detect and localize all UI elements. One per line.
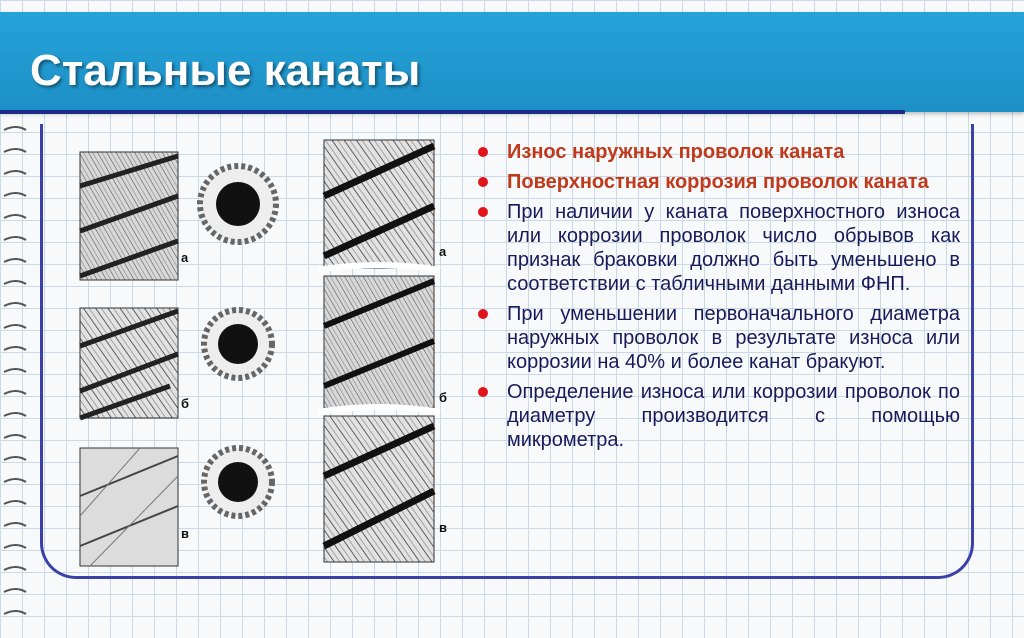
bullet-dot-icon bbox=[478, 147, 488, 157]
bullet-dot-icon bbox=[478, 387, 488, 397]
figure-label-right-a: а bbox=[439, 244, 447, 259]
rope-right-a bbox=[324, 140, 434, 268]
cross-section-b bbox=[204, 310, 272, 378]
bullet-dot-icon bbox=[478, 177, 488, 187]
rope-left-a bbox=[80, 152, 178, 280]
title-bar bbox=[0, 12, 1024, 112]
bullet-list bbox=[470, 140, 960, 458]
bullet-item bbox=[470, 140, 960, 164]
bullet-item bbox=[470, 380, 960, 452]
cross-section-a bbox=[200, 166, 276, 242]
cross-section-c bbox=[204, 448, 272, 516]
bullet-text: Поверхностная коррозия проволок каната bbox=[507, 171, 929, 193]
slide-title: Стальные канаты bbox=[30, 46, 421, 95]
rope-illustration bbox=[60, 136, 460, 576]
figure-label-right-c: в bbox=[439, 520, 447, 535]
bullet-item bbox=[470, 170, 960, 194]
rope-right-c bbox=[324, 416, 434, 562]
figure-label-left-c: в bbox=[181, 526, 189, 541]
bullet-dot-icon bbox=[478, 207, 488, 217]
bullet-text: При наличии у каната поверхностного износа или коррозии проволок число обрывов как признак браковки должно быть уменьшено в соответствии с табличными данными ФНП. bbox=[507, 201, 960, 295]
bullet-text: Износ наружных проволок каната bbox=[507, 141, 845, 163]
title-underline bbox=[0, 110, 905, 114]
bullet-text: При уменьшении первоначального диаметра наружных проволок в результате износа или коррозии на 40% и более канат бракуют. bbox=[507, 303, 960, 373]
figure-label-left-a: а bbox=[181, 250, 189, 265]
bullet-text: Определение износа или коррозии проволок по диаметру производится с помощью микрометра. bbox=[507, 381, 960, 451]
bullet-item bbox=[470, 302, 960, 374]
figure-label-right-b: б bbox=[439, 390, 448, 405]
rope-left-b bbox=[80, 308, 178, 418]
figure-label-left-b: б bbox=[181, 396, 190, 411]
rope-diagram-svg bbox=[60, 136, 460, 576]
bullet-item bbox=[470, 200, 960, 296]
rope-right-b bbox=[324, 276, 434, 408]
rope-left-c bbox=[80, 448, 178, 566]
bullet-dot-icon bbox=[478, 309, 488, 319]
